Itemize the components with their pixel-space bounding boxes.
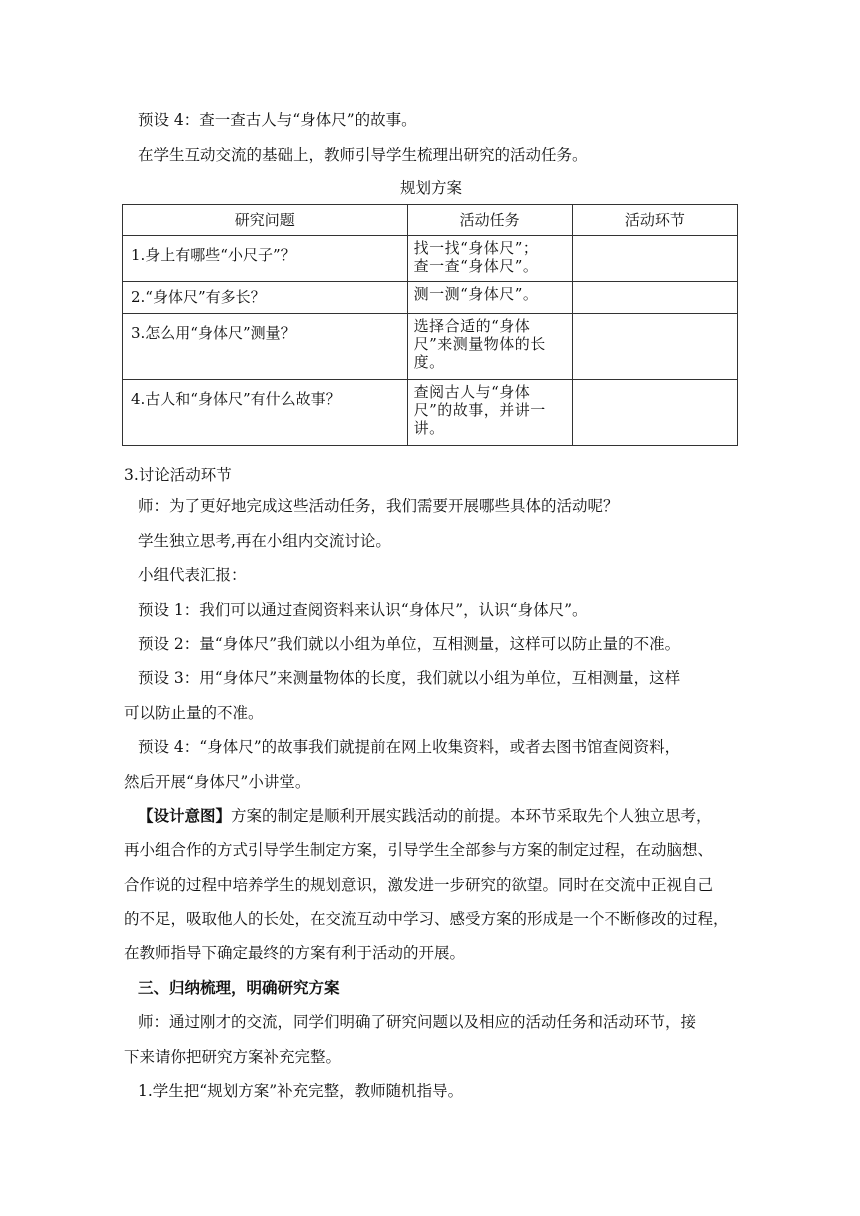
stage-cell [572, 380, 737, 446]
task-line: 选择合适的“身体 [413, 317, 531, 335]
section3-heading: 3.讨论活动环节 [124, 466, 232, 484]
task-line: 尺”来测量物体的长 [413, 335, 546, 353]
design-intent-line: 再小组合作的方式引导学生制定方案，引导学生全部参与方案的制定过程，在动脑想、 [124, 841, 714, 859]
stage-cell [572, 314, 737, 380]
task-line: 查一查“身体尺”。 [413, 257, 539, 275]
part3-heading: 三、归纳梳理，明确研究方案 [138, 978, 340, 997]
table-row [123, 314, 738, 380]
table-row [123, 236, 738, 282]
task-cell [407, 236, 572, 282]
question-cell: 3.怎么用“身体尺”测量？ [123, 314, 408, 380]
question-cell: 4.古人和“身体尺”有什么故事？ [123, 380, 408, 446]
teacher-question: 师：为了更好地完成这些活动任务，我们需要开展哪些具体的活动呢？ [138, 497, 619, 515]
task-line: 度。 [413, 353, 445, 371]
preset4-line-b: 然后开展“身体尺”小讲堂。 [124, 773, 311, 791]
part3-teacher-line-b: 下来请你把研究方案补充完整。 [124, 1048, 342, 1066]
preset2-line: 预设 2：量“身体尺”我们就以小组为单位，互相测量，这样可以防止量的不准。 [138, 635, 681, 653]
stage-cell [572, 282, 737, 314]
header-activity-task: 活动任务 [407, 205, 572, 236]
preset3-line-a: 预设 3：用“身体尺”来测量物体的长度，我们就以小组为单位，互相测量，这样 [138, 669, 681, 687]
preset3-line-b: 可以防止量的不准。 [124, 704, 264, 722]
table-header-row [123, 205, 738, 236]
preset1-line: 预设 1：我们可以通过查阅资料来认识“身体尺”，认识“身体尺”。 [138, 601, 588, 619]
task-cell [407, 380, 572, 446]
teacher-guide-line: 在学生互动交流的基础上，教师引导学生梳理出研究的活动任务。 [138, 146, 588, 164]
task-cell [407, 314, 572, 380]
group-report: 小组代表汇报： [138, 566, 247, 584]
task-line: 讲。 [413, 419, 445, 437]
part3-step1: 1.学生把“规划方案”补充完整，教师随机指导。 [138, 1082, 464, 1100]
task-line: 测一测“身体尺”。 [413, 285, 539, 303]
design-intent-line: 合作说的过程中培养学生的规划意识，激发进一步研究的欲望。同时在交流中正视自己 [124, 876, 714, 894]
design-intent-text: 方案的制定是顺利开展实践活动的前提。本环节采取先个人独立思考， [231, 807, 712, 825]
header-research-question: 研究问题 [123, 205, 408, 236]
design-intent-line: 在教师指导下确定最终的方案有利于活动的开展。 [124, 944, 466, 962]
task-line: 找一找“身体尺”； [413, 239, 539, 257]
stage-cell [572, 236, 737, 282]
part3-teacher-line-a: 师：通过刚才的交流，同学们明确了研究问题以及相应的活动任务和活动环节，接 [138, 1013, 697, 1031]
design-intent-label: 【设计意图】 [138, 806, 232, 825]
design-intent-line: 的不足，吸取他人的长处，在交流互动中学习、感受方案的形成是一个不断修改的过程， [124, 910, 729, 928]
students-think: 学生独立思考,再在小组内交流讨论。 [138, 532, 391, 550]
table-row [123, 380, 738, 446]
question-cell: 1.身上有哪些“小尺子”？ [123, 236, 408, 282]
task-line: 尺”的故事，并讲一 [413, 401, 546, 419]
task-cell [407, 282, 572, 314]
header-activity-stage: 活动环节 [572, 205, 737, 236]
table-caption: 规划方案 [399, 179, 462, 197]
design-intent-line [138, 806, 752, 826]
preset4-line-a: 预设 4：“身体尺”的故事我们就提前在网上收集资料，或者去图书馆查阅资料， [138, 738, 681, 756]
preset4-search-line: 预设 4：查一查古人与“身体尺”的故事。 [138, 111, 417, 129]
question-cell: 2.“身体尺”有多长？ [123, 282, 408, 314]
plan-table [122, 204, 738, 446]
task-line: 查阅古人与“身体 [413, 383, 531, 401]
table-row [123, 282, 738, 314]
